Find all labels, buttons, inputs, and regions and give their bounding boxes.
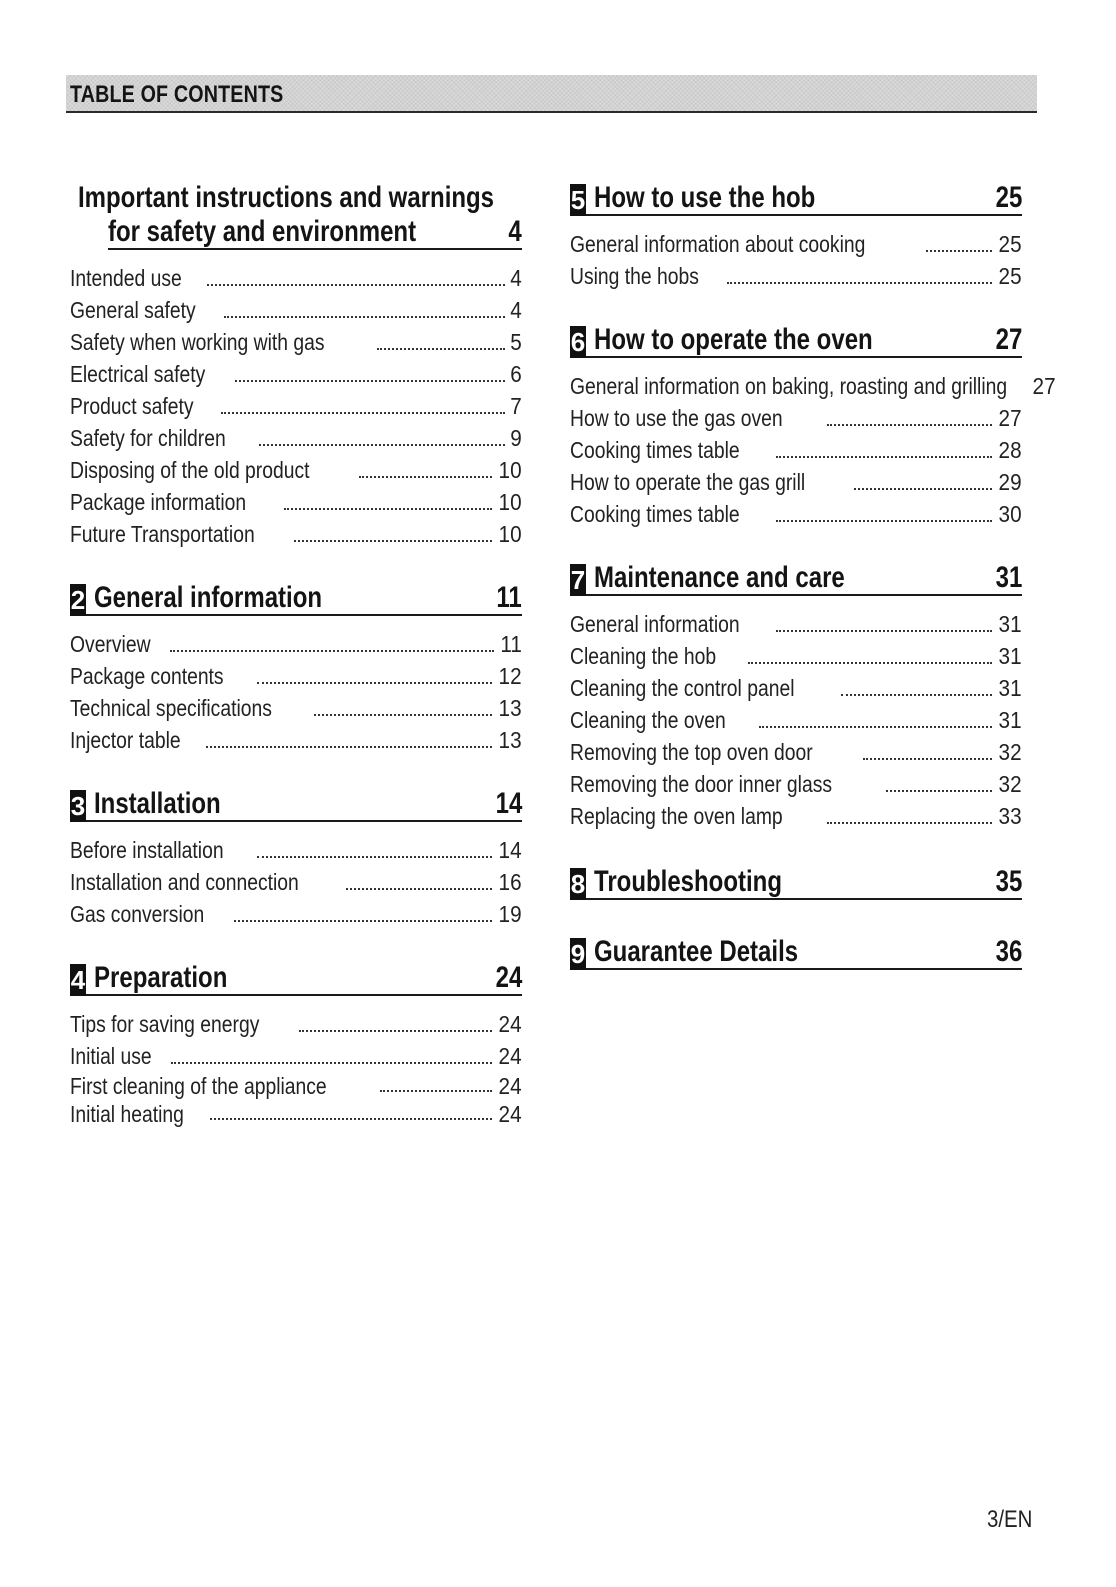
entry-label: General information — [570, 611, 740, 637]
entry-page: 7 — [510, 393, 522, 419]
entry-page: 24 — [498, 1101, 522, 1127]
entry-label: General safety — [70, 297, 196, 323]
section-page-number: 11 — [496, 581, 522, 614]
section-page-number: 4 — [508, 215, 522, 248]
toc-entries — [570, 228, 1022, 292]
toc-section-9 — [570, 934, 1022, 970]
dot-leader — [299, 1029, 492, 1032]
dot-leader — [210, 1117, 493, 1120]
entry-label: Installation and connection — [70, 869, 299, 895]
toc-entry[interactable] — [70, 1008, 522, 1040]
entry-page: 13 — [498, 695, 522, 721]
section-heading[interactable] — [570, 934, 1022, 970]
toc-entry[interactable] — [70, 1040, 522, 1072]
toc-entry[interactable] — [570, 402, 1022, 434]
entry-page: 10 — [498, 521, 522, 547]
entry-page: 31 — [998, 707, 1022, 733]
toc-entry[interactable] — [70, 660, 522, 692]
toc-entry[interactable] — [570, 434, 1022, 466]
section-heading[interactable] — [570, 560, 1022, 596]
entry-label: Initial heating — [70, 1101, 184, 1127]
toc-entry[interactable] — [570, 800, 1022, 832]
dot-leader — [748, 661, 992, 664]
toc-entries — [570, 608, 1022, 832]
entry-label: First cleaning of the appliance — [70, 1073, 327, 1099]
section-number-badge: 7 — [570, 565, 586, 595]
entry-page: 32 — [998, 771, 1022, 797]
dot-leader — [346, 887, 492, 890]
entry-page: 9 — [510, 425, 522, 451]
dot-leader — [314, 713, 492, 716]
section-number-badge: 9 — [570, 939, 586, 969]
entry-page: 25 — [998, 231, 1022, 257]
section-title: Maintenance and care — [594, 561, 845, 594]
dot-leader — [294, 539, 493, 542]
toc-entry[interactable] — [70, 454, 522, 486]
toc-section-2 — [70, 580, 522, 756]
entry-label: Overview — [70, 631, 151, 657]
dot-leader — [854, 487, 992, 490]
section-title: Guarantee Details — [594, 935, 799, 968]
toc-section-5 — [570, 180, 1022, 292]
toc-entry[interactable] — [70, 518, 522, 550]
section-page-number: 14 — [495, 787, 522, 820]
dot-leader — [235, 379, 505, 382]
entry-label: How to use the gas oven — [570, 405, 783, 431]
entry-page: 12 — [498, 663, 522, 689]
toc-entries — [70, 262, 522, 550]
toc-entry[interactable] — [70, 486, 522, 518]
dot-leader — [359, 475, 492, 478]
entry-label: Technical specifications — [70, 695, 272, 721]
toc-entry[interactable] — [570, 704, 1022, 736]
entry-page: 6 — [510, 361, 522, 387]
entry-label: Safety when working with gas — [70, 329, 325, 355]
toc-entry[interactable] — [570, 228, 1022, 260]
entry-page: 29 — [998, 469, 1022, 495]
toc-section-1 — [70, 180, 522, 550]
entry-label: Intended use — [70, 265, 182, 291]
entry-page: 19 — [498, 901, 522, 927]
dot-leader — [841, 693, 992, 696]
toc-entry[interactable] — [570, 466, 1022, 498]
entry-page: 31 — [998, 643, 1022, 669]
toc-entries — [70, 1008, 522, 1128]
page-number-footer: 3/EN — [986, 1506, 1032, 1533]
entry-label: Package contents — [70, 663, 224, 689]
entry-page: 24 — [498, 1073, 522, 1099]
toc-title: TABLE OF CONTENTS — [70, 81, 284, 108]
dot-leader — [257, 855, 493, 858]
entry-label: Electrical safety — [70, 361, 206, 387]
entry-page: 10 — [498, 489, 522, 515]
toc-entry[interactable] — [70, 294, 522, 326]
entry-page: 27 — [1032, 373, 1056, 399]
entry-page: 11 — [500, 631, 522, 657]
section-page-number: 24 — [495, 961, 522, 994]
entry-label: Before installation — [70, 837, 224, 863]
entry-label: Future Transportation — [70, 521, 255, 547]
toc-entry[interactable] — [70, 724, 522, 756]
entry-label: Product safety — [70, 393, 194, 419]
dot-leader — [827, 423, 992, 426]
dot-leader — [827, 821, 992, 824]
toc-entry[interactable] — [570, 260, 1022, 292]
dot-leader — [776, 455, 992, 458]
section-title: General information — [94, 581, 323, 614]
dot-leader — [380, 1089, 493, 1092]
entry-label: Removing the door inner glass — [570, 771, 833, 797]
entry-label: Cooking times table — [570, 501, 740, 527]
section-page-number: 27 — [995, 323, 1022, 356]
entry-label: Cleaning the hob — [570, 643, 717, 669]
toc-section-7 — [570, 560, 1022, 832]
section-title-continued: for safety and environment — [108, 215, 417, 248]
entry-label: Removing the top oven door — [570, 739, 813, 765]
entry-label: General information on baking, roasting and grilling — [570, 373, 1008, 399]
section-heading[interactable] — [570, 322, 1022, 358]
section-heading[interactable] — [70, 960, 522, 996]
dot-leader — [284, 507, 493, 510]
section-heading[interactable] — [70, 180, 522, 250]
entry-label: Replacing the oven lamp — [570, 803, 783, 829]
dot-leader — [224, 315, 506, 318]
entry-label: Tips for saving energy — [70, 1011, 260, 1037]
section-number-badge: 6 — [570, 327, 586, 357]
section-number-badge: 5 — [570, 185, 586, 215]
toc-entry[interactable] — [70, 1072, 522, 1100]
toc-entry[interactable] — [70, 628, 522, 660]
entry-page: 27 — [998, 405, 1022, 431]
entry-page: 32 — [998, 739, 1022, 765]
entry-page: 31 — [998, 611, 1022, 637]
section-title: Important instructions and warnings — [78, 181, 495, 214]
entry-label: Package information — [70, 489, 247, 515]
toc-section-6 — [570, 322, 1056, 530]
toc-entries — [570, 370, 1056, 530]
toc-entry[interactable] — [70, 390, 522, 422]
toc-entry[interactable] — [70, 262, 522, 294]
dot-leader — [776, 629, 992, 632]
section-page-number: 31 — [995, 561, 1022, 594]
entry-page: 31 — [998, 675, 1022, 701]
toc-entry[interactable] — [70, 898, 522, 930]
dot-leader — [170, 649, 494, 652]
entry-label: Using the hobs — [570, 263, 699, 289]
entry-page: 24 — [498, 1011, 522, 1037]
dot-leader — [377, 347, 505, 350]
section-heading[interactable] — [570, 864, 1022, 900]
entry-label: Disposing of the old product — [70, 457, 310, 483]
dot-leader — [886, 789, 992, 792]
toc-entry[interactable] — [570, 672, 1022, 704]
toc-entry[interactable] — [70, 866, 522, 898]
entry-page: 16 — [498, 869, 522, 895]
entry-page: 13 — [498, 727, 522, 753]
section-title: Installation — [94, 787, 221, 820]
section-number-badge: 8 — [570, 869, 586, 899]
toc-entry[interactable] — [70, 326, 522, 358]
entry-page: 10 — [498, 457, 522, 483]
section-number-badge: 3 — [70, 791, 86, 821]
section-page-number: 35 — [995, 865, 1022, 898]
entry-label: Initial use — [70, 1043, 152, 1069]
section-heading[interactable] — [70, 786, 522, 822]
entry-label: Safety for children — [70, 425, 226, 451]
toc-section-4 — [70, 960, 522, 1128]
toc-entries — [70, 628, 522, 756]
entry-label: Injector table — [70, 727, 181, 753]
entry-label: Cooking times table — [570, 437, 740, 463]
toc-entry[interactable] — [570, 640, 1022, 672]
section-title: How to operate the oven — [594, 323, 873, 356]
dot-leader — [727, 281, 992, 284]
dot-leader — [259, 443, 505, 446]
toc-right-column — [570, 180, 1056, 998]
dot-leader — [171, 1061, 492, 1064]
entry-page: 30 — [998, 501, 1022, 527]
dot-leader — [863, 757, 992, 760]
dot-leader — [234, 919, 493, 922]
toc-section-8 — [570, 864, 1022, 900]
entry-label: How to operate the gas grill — [570, 469, 806, 495]
section-title: Troubleshooting — [594, 865, 782, 898]
toc-left-column — [70, 180, 522, 1156]
entry-label: Cleaning the oven — [570, 707, 726, 733]
toc-entry[interactable] — [70, 834, 522, 866]
entry-label: Gas conversion — [70, 901, 205, 927]
toc-entries — [70, 834, 522, 930]
toc-entry[interactable] — [570, 736, 1022, 768]
toc-section-3 — [70, 786, 522, 930]
dot-leader — [776, 519, 992, 522]
section-heading[interactable] — [570, 180, 1022, 216]
entry-label: Cleaning the control panel — [570, 675, 795, 701]
section-title: Preparation — [94, 961, 228, 994]
entry-page: 33 — [998, 803, 1022, 829]
entry-page: 25 — [998, 263, 1022, 289]
toc-entry[interactable] — [570, 498, 1022, 530]
dot-leader — [759, 725, 992, 728]
toc-entry[interactable] — [570, 370, 1056, 402]
dot-leader — [221, 411, 505, 414]
dot-leader — [257, 681, 493, 684]
toc-entry[interactable] — [570, 768, 1022, 800]
section-number-badge: 4 — [70, 965, 86, 995]
dot-leader — [926, 249, 993, 252]
toc-entry[interactable] — [70, 1100, 522, 1128]
section-page-number: 36 — [995, 935, 1022, 968]
section-number-badge: 2 — [70, 585, 86, 615]
toc-entry[interactable] — [70, 692, 522, 724]
entry-page: 24 — [498, 1043, 522, 1069]
toc-entry[interactable] — [570, 608, 1022, 640]
section-title: How to use the hob — [594, 181, 816, 214]
toc-header-bar — [66, 75, 1037, 113]
dot-leader — [206, 745, 493, 748]
entry-page: 28 — [998, 437, 1022, 463]
dot-leader — [207, 283, 505, 286]
section-page-number: 25 — [995, 181, 1022, 214]
section-heading[interactable] — [70, 580, 522, 616]
entry-page: 4 — [510, 297, 522, 323]
entry-page: 4 — [510, 265, 522, 291]
entry-page: 5 — [510, 329, 522, 355]
entry-page: 14 — [498, 837, 522, 863]
entry-label: General information about cooking — [570, 231, 866, 257]
toc-entry[interactable] — [70, 422, 522, 454]
toc-entry[interactable] — [70, 358, 522, 390]
